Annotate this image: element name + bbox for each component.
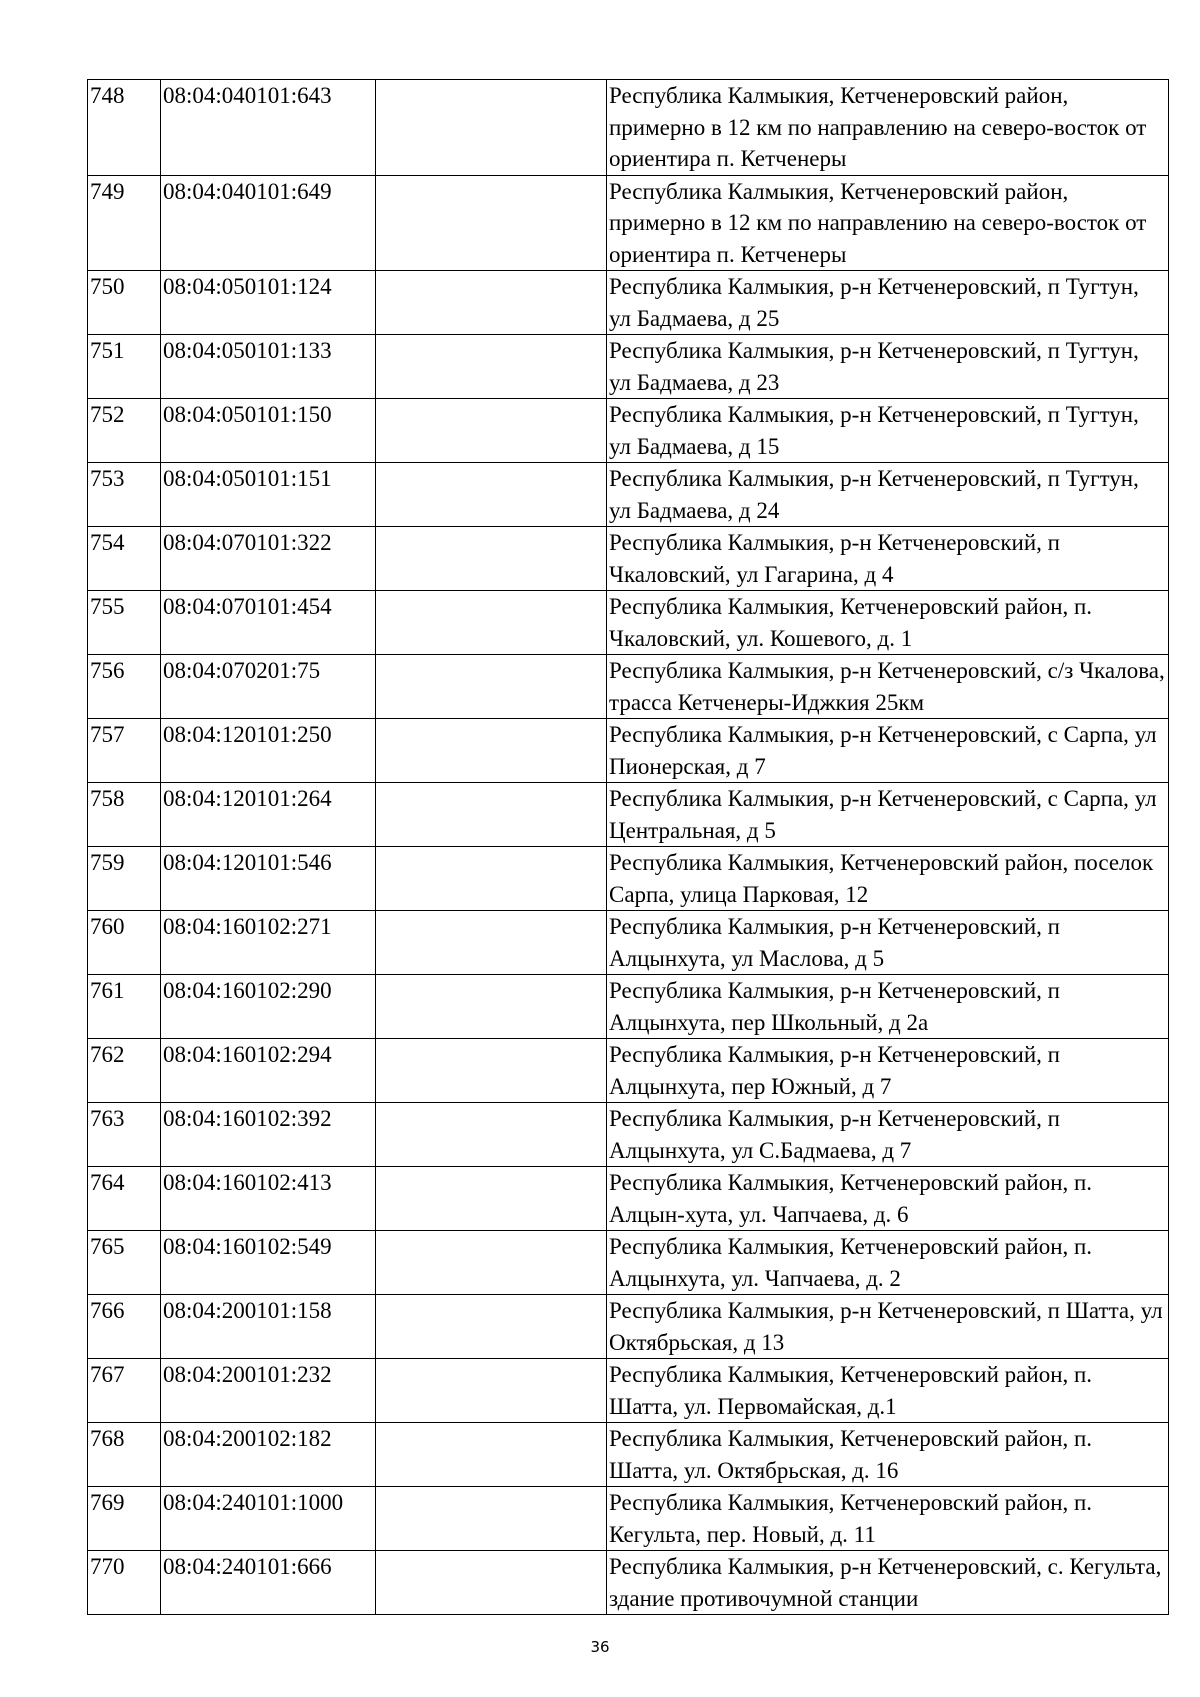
table-row <box>88 1103 1169 1167</box>
table-row <box>88 335 1169 399</box>
address-cell: Республика Калмыкия, Кетченеровский район, п. Чкаловский, ул. Кошевого, д. 1 <box>607 591 1169 655</box>
cadastral-number-cell: 08:04:050101:133 <box>161 335 376 399</box>
address-cell: Республика Калмыкия, р-н Кетченеровский, с. Кегульта, здание противочумной станции <box>607 1551 1169 1615</box>
cadastral-number-cell: 08:04:120101:250 <box>161 719 376 783</box>
address-cell: Республика Калмыкия, р-н Кетченеровский, п Алцынхута, ул Маслова, д 5 <box>607 911 1169 975</box>
empty-cell <box>376 527 607 591</box>
empty-cell <box>376 1231 607 1295</box>
cadastral-number-cell: 08:04:240101:666 <box>161 1551 376 1615</box>
cadastral-number-cell: 08:04:160102:392 <box>161 1103 376 1167</box>
row-number-cell: 760 <box>88 911 161 975</box>
cadastral-number-cell: 08:04:200101:158 <box>161 1295 376 1359</box>
empty-cell <box>376 399 607 463</box>
empty-cell <box>376 80 607 176</box>
empty-cell <box>376 1423 607 1487</box>
cadastral-number-cell: 08:04:160102:271 <box>161 911 376 975</box>
cadastral-number-cell: 08:04:050101:150 <box>161 399 376 463</box>
table-row <box>88 783 1169 847</box>
cadastral-number-cell: 08:04:240101:1000 <box>161 1487 376 1551</box>
empty-cell <box>376 335 607 399</box>
cadastral-number-cell: 08:04:120101:264 <box>161 783 376 847</box>
table-row <box>88 527 1169 591</box>
table-row <box>88 1423 1169 1487</box>
row-number-cell: 752 <box>88 399 161 463</box>
row-number-cell: 757 <box>88 719 161 783</box>
empty-cell <box>376 783 607 847</box>
empty-cell <box>376 911 607 975</box>
row-number-cell: 751 <box>88 335 161 399</box>
row-number-cell: 765 <box>88 1231 161 1295</box>
empty-cell <box>376 1295 607 1359</box>
row-number-cell: 770 <box>88 1551 161 1615</box>
address-cell: Республика Калмыкия, р-н Кетченеровский, п Тугтун, ул Бадмаева, д 23 <box>607 335 1169 399</box>
cadastral-number-cell: 08:04:070201:75 <box>161 655 376 719</box>
table-row <box>88 975 1169 1039</box>
empty-cell <box>376 1103 607 1167</box>
table-row <box>88 1231 1169 1295</box>
row-number-cell: 767 <box>88 1359 161 1423</box>
address-cell: Республика Калмыкия, р-н Кетченеровский, с Сарпа, ул Центральная, д 5 <box>607 783 1169 847</box>
table-row <box>88 80 1169 176</box>
row-number-cell: 764 <box>88 1167 161 1231</box>
row-number-cell: 750 <box>88 271 161 335</box>
empty-cell <box>376 271 607 335</box>
table-row <box>88 847 1169 911</box>
row-number-cell: 769 <box>88 1487 161 1551</box>
empty-cell <box>376 655 607 719</box>
empty-cell <box>376 719 607 783</box>
registry-table-body <box>88 80 1169 1615</box>
table-row <box>88 1295 1169 1359</box>
address-cell: Республика Калмыкия, р-н Кетченеровский, п Тугтун, ул Бадмаева, д 25 <box>607 271 1169 335</box>
table-row <box>88 1359 1169 1423</box>
row-number-cell: 749 <box>88 175 161 271</box>
empty-cell <box>376 1359 607 1423</box>
address-cell: Республика Калмыкия, Кетченеровский район, примерно в 12 км по направлению на северо-восток от ориентира п. Кетченеры <box>607 80 1169 176</box>
empty-cell <box>376 1551 607 1615</box>
address-cell: Республика Калмыкия, Кетченеровский район, п. Шатта, ул. Первомайская, д.1 <box>607 1359 1169 1423</box>
empty-cell <box>376 1487 607 1551</box>
empty-cell <box>376 463 607 527</box>
empty-cell <box>376 847 607 911</box>
cadastral-number-cell: 08:04:040101:643 <box>161 80 376 176</box>
table-row <box>88 175 1169 271</box>
table-row <box>88 719 1169 783</box>
row-number-cell: 759 <box>88 847 161 911</box>
row-number-cell: 756 <box>88 655 161 719</box>
cadastral-number-cell: 08:04:200101:232 <box>161 1359 376 1423</box>
cadastral-number-cell: 08:04:200102:182 <box>161 1423 376 1487</box>
table-row <box>88 591 1169 655</box>
address-cell: Республика Калмыкия, р-н Кетченеровский, п Тугтун, ул Бадмаева, д 15 <box>607 399 1169 463</box>
cadastral-number-cell: 08:04:070101:454 <box>161 591 376 655</box>
empty-cell <box>376 1167 607 1231</box>
address-cell: Республика Калмыкия, Кетченеровский район, п. Алцынхута, ул. Чапчаева, д. 2 <box>607 1231 1169 1295</box>
address-cell: Республика Калмыкия, Кетченеровский район, п. Алцын-хута, ул. Чапчаева, д. 6 <box>607 1167 1169 1231</box>
row-number-cell: 758 <box>88 783 161 847</box>
empty-cell <box>376 975 607 1039</box>
empty-cell <box>376 591 607 655</box>
table-row <box>88 271 1169 335</box>
property-registry-table <box>87 79 1169 1615</box>
cadastral-number-cell: 08:04:050101:151 <box>161 463 376 527</box>
address-cell: Республика Калмыкия, р-н Кетченеровский, п Алцынхута, пер Школьный, д 2а <box>607 975 1169 1039</box>
address-cell: Республика Калмыкия, р-н Кетченеровский, с Сарпа, ул Пионерская, д 7 <box>607 719 1169 783</box>
empty-cell <box>376 175 607 271</box>
row-number-cell: 763 <box>88 1103 161 1167</box>
table-row <box>88 463 1169 527</box>
address-cell: Республика Калмыкия, Кетченеровский район, примерно в 12 км по направлению на северо-восток от ориентира п. Кетченеры <box>607 175 1169 271</box>
table-row <box>88 911 1169 975</box>
cadastral-number-cell: 08:04:050101:124 <box>161 271 376 335</box>
cadastral-number-cell: 08:04:160102:413 <box>161 1167 376 1231</box>
table-row <box>88 1551 1169 1615</box>
row-number-cell: 754 <box>88 527 161 591</box>
empty-cell <box>376 1039 607 1103</box>
address-cell: Республика Калмыкия, р-н Кетченеровский, п Тугтун, ул Бадмаева, д 24 <box>607 463 1169 527</box>
row-number-cell: 748 <box>88 80 161 176</box>
table-row <box>88 655 1169 719</box>
address-cell: Республика Калмыкия, Кетченеровский район, п. Кегульта, пер. Новый, д. 11 <box>607 1487 1169 1551</box>
address-cell: Республика Калмыкия, Кетченеровский район, поселок Сарпа, улица Парковая, 12 <box>607 847 1169 911</box>
address-cell: Республика Калмыкия, р-н Кетченеровский, с/з Чкалова, трасса Кетченеры-Иджкия 25км <box>607 655 1169 719</box>
address-cell: Республика Калмыкия, р-н Кетченеровский, п Шатта, ул Октябрьская, д 13 <box>607 1295 1169 1359</box>
row-number-cell: 766 <box>88 1295 161 1359</box>
row-number-cell: 761 <box>88 975 161 1039</box>
table-row <box>88 399 1169 463</box>
cadastral-number-cell: 08:04:160102:294 <box>161 1039 376 1103</box>
address-cell: Республика Калмыкия, р-н Кетченеровский, п Алцынхута, ул С.Бадмаева, д 7 <box>607 1103 1169 1167</box>
cadastral-number-cell: 08:04:160102:290 <box>161 975 376 1039</box>
page-number: 36 <box>590 1638 610 1656</box>
address-cell: Республика Калмыкия, Кетченеровский район, п. Шатта, ул. Октябрьская, д. 16 <box>607 1423 1169 1487</box>
table-row <box>88 1039 1169 1103</box>
address-cell: Республика Калмыкия, р-н Кетченеровский, п Алцынхута, пер Южный, д 7 <box>607 1039 1169 1103</box>
cadastral-number-cell: 08:04:120101:546 <box>161 847 376 911</box>
address-cell: Республика Калмыкия, р-н Кетченеровский, п Чкаловский, ул Гагарина, д 4 <box>607 527 1169 591</box>
row-number-cell: 753 <box>88 463 161 527</box>
cadastral-number-cell: 08:04:070101:322 <box>161 527 376 591</box>
table-row <box>88 1487 1169 1551</box>
row-number-cell: 768 <box>88 1423 161 1487</box>
row-number-cell: 762 <box>88 1039 161 1103</box>
row-number-cell: 755 <box>88 591 161 655</box>
cadastral-number-cell: 08:04:160102:549 <box>161 1231 376 1295</box>
cadastral-number-cell: 08:04:040101:649 <box>161 175 376 271</box>
table-row <box>88 1167 1169 1231</box>
